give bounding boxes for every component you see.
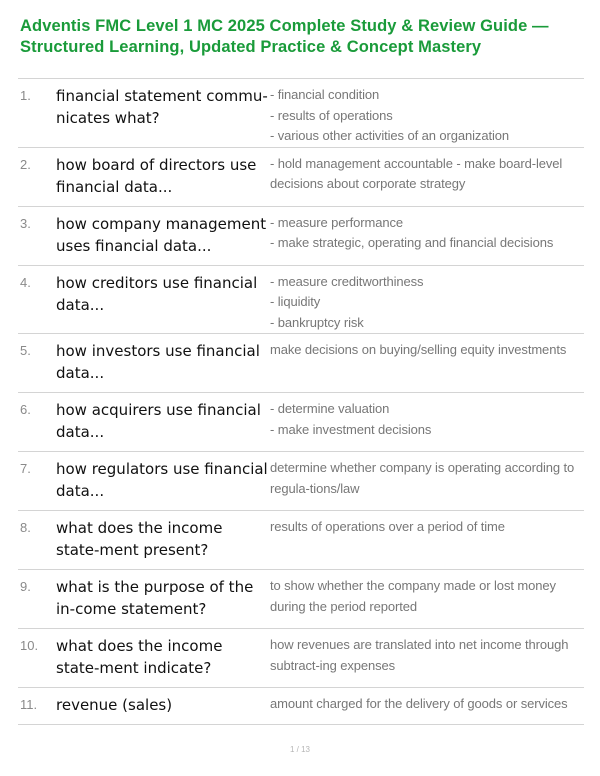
card-definition <box>268 207 584 265</box>
flashcard-row <box>18 78 584 148</box>
card-term: what does the income state-ment present? <box>56 519 223 559</box>
definition-line: - hold management accountable - make board-level decisions about corporate strategy <box>270 155 563 191</box>
flashcard-row <box>18 393 584 452</box>
definition-line: - various other activities of an organization <box>270 128 510 143</box>
card-number: 2. <box>20 156 31 172</box>
card-number: 5. <box>20 343 31 358</box>
card-term: how creditors use financial data... <box>56 273 258 314</box>
card-term: how acquirers use financial data... <box>56 401 261 441</box>
definition-line: - liquidity <box>270 294 321 309</box>
card-definition <box>268 688 584 724</box>
definition-line: - make investment decisions <box>270 421 432 437</box>
definition-line: how revenues are translated into net income through subtract-ing expenses <box>270 637 569 673</box>
card-definition <box>268 570 584 628</box>
card-term: revenue (sales) <box>56 696 173 714</box>
flashcard-row <box>18 629 584 688</box>
card-definition <box>268 393 584 451</box>
definition-line: - financial condition <box>270 87 380 102</box>
card-number: 1. <box>20 88 31 103</box>
card-term: how board of directors use financial data... <box>56 155 257 196</box>
card-number: 10. <box>20 638 39 653</box>
card-definition <box>268 511 584 569</box>
card-number: 8. <box>20 520 31 535</box>
flashcard-row <box>18 511 584 570</box>
definition-line: determine whether company is operating according to regula-tions/law <box>270 460 575 496</box>
definition-line: to show whether the company made or lost money during the period reported <box>270 578 556 614</box>
flashcard-row <box>18 148 584 207</box>
flashcard-row <box>18 570 584 629</box>
card-definition <box>268 266 584 334</box>
definition-line: results of operations over a period of time <box>270 519 505 534</box>
card-number: 11. <box>20 697 38 712</box>
card-number: 4. <box>20 274 31 290</box>
card-number: 9. <box>20 579 31 594</box>
flashcard-row <box>18 266 584 335</box>
card-term: financial statement commu-nicates what? <box>56 87 268 127</box>
flashcard-list <box>18 78 584 725</box>
definition-line: - bankruptcy risk <box>270 314 364 330</box>
definition-line: amount charged for the delivery of goods or services <box>270 696 568 711</box>
definition-line: make decisions on buying/selling equity investments <box>270 342 567 357</box>
card-term: how regulators use financial data... <box>56 460 268 500</box>
page-number: 1 / 13 <box>289 745 310 754</box>
definition-line: - results of operations <box>270 107 393 123</box>
card-definition <box>268 148 584 206</box>
definition-line: - measure creditworthiness <box>270 273 424 289</box>
document-title: Adventis FMC Level 1 MC 2025 Complete Study & Review Guide — Structured Learning, Updated Practice & Concept Mastery <box>20 17 549 56</box>
definition-line: - make strategic, operating and financial decisions <box>270 235 554 250</box>
card-definition <box>268 629 584 687</box>
flashcard-row <box>18 452 584 511</box>
flashcard-row <box>18 688 584 725</box>
card-term: how investors use financial data... <box>56 342 260 382</box>
flashcard-row <box>18 334 584 393</box>
definition-line: - determine valuation <box>270 401 390 416</box>
card-number: 7. <box>20 461 31 476</box>
card-number: 6. <box>20 402 31 417</box>
card-definition <box>268 79 584 147</box>
card-definition <box>268 452 584 510</box>
card-term: how company management uses financial data... <box>56 214 267 255</box>
flashcard-row <box>18 207 584 266</box>
card-definition <box>268 334 584 392</box>
card-term: what is the purpose of the in-come statement? <box>56 578 254 618</box>
card-number: 3. <box>20 215 31 231</box>
definition-line: - measure performance <box>270 214 404 230</box>
card-term: what does the income state-ment indicate? <box>56 637 223 677</box>
